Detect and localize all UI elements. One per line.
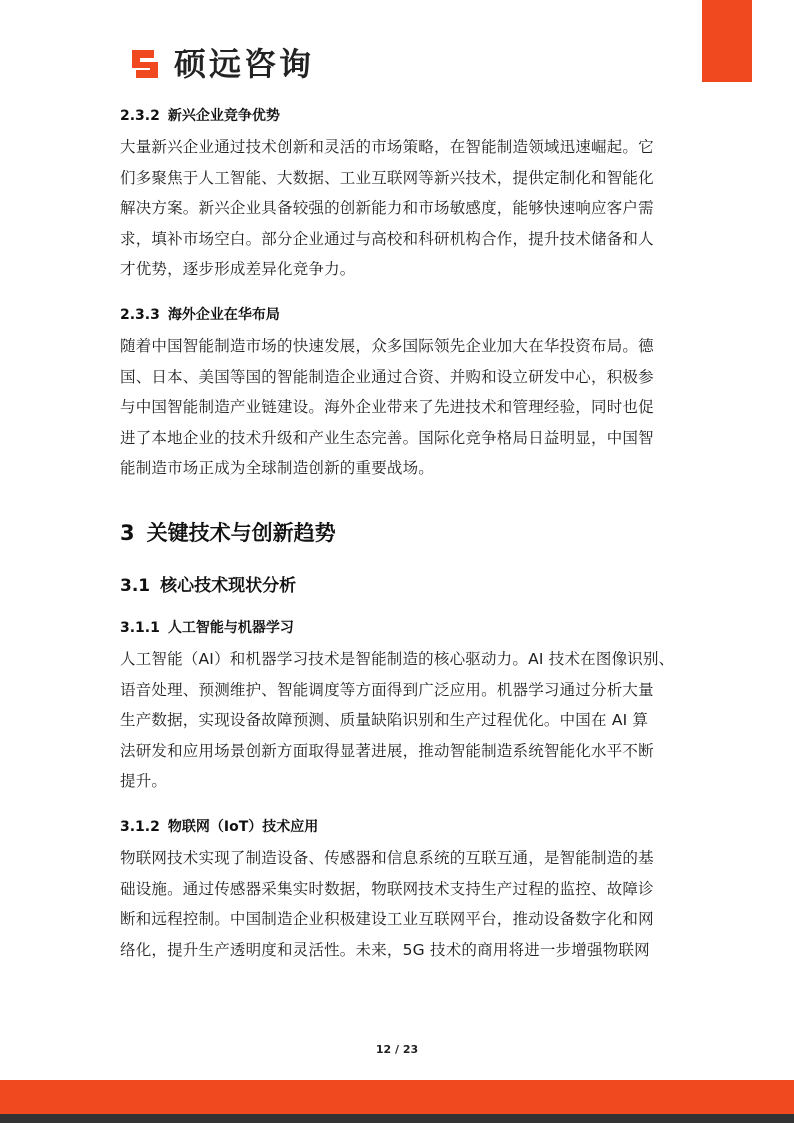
paragraph-line: 础设施。通过传感器采集实时数据，物联网技术支持生产过程的监控、故障诊 [120,879,654,898]
paragraph-line: 求，填补市场空白。部分企业通过与高校和科研机构合作，提升技术储备和人 [120,229,654,248]
section-body [120,843,680,965]
paragraph-line: 断和远程控制。中国制造企业积极建设工业互联网平台，推动设备数字化和网 [120,910,654,929]
section-3-1-1 [120,618,680,797]
chapter-title: 关键技术与创新趋势 [146,520,336,545]
paragraph-line: 提升。 [120,772,168,791]
paragraph-line: 法研发和应用场景创新方面取得显著进展，推动智能制造系统智能化水平不断 [120,741,654,760]
chapter-number: 3 [120,520,135,545]
paragraph-line: 生产数据，实现设备故障预测、质量缺陷识别和生产过程优化。中国在 AI 算 [120,711,649,730]
section-2-3-2 [120,106,680,285]
brand-mark-icon [128,46,164,82]
section-2-3-3 [120,305,680,484]
paragraph-line: 与中国智能制造产业链建设。海外企业带来了先进技术和管理经验，同时也促 [120,398,654,417]
section-heading-3-1: 3.1 核心技术现状分析 [120,575,297,596]
section-heading: 3.1.2 物联网（IoT）技术应用 [120,818,319,835]
footer-accent-bar [0,1080,794,1114]
footer-dark-bar [0,1114,794,1123]
paragraph-line: 能制造市场正成为全球制造创新的重要战场。 [120,459,435,478]
paragraph-line: 物联网技术实现了制造设备、传感器和信息系统的互联互通，是智能制造的基 [120,848,654,867]
section-heading: 2.3.3 海外企业在华布局 [120,306,280,323]
section-body [120,644,680,797]
paragraph-line: 语音处理、预测维护、智能调度等方面得到广泛应用。机器学习通过分析大量 [120,680,654,699]
paragraph-line: 国、日本、美国等国的智能制造企业通过合资、并购和设立研发中心，积极参 [120,367,654,386]
brand-logo [128,44,314,84]
paragraph-line: 才优势，逐步形成差异化竞争力。 [120,260,356,279]
page-content [120,100,680,965]
section-body [120,331,680,484]
brand-name: 硕远咨询 [174,45,315,83]
paragraph-line: 大量新兴企业通过技术创新和灵活的市场策略，在智能制造领域迅速崛起。它 [120,138,654,156]
paragraph-line: 们多聚焦于人工智能、大数据、工业互联网等新兴技术，提供定制化和智能化 [120,168,654,187]
header-accent-block [702,0,752,82]
section-3-1-2 [120,817,680,965]
paragraph-line: 解决方案。新兴企业具备较强的创新能力和市场敏感度，能够快速响应客户需 [120,199,654,218]
chapter-heading [120,518,680,548]
section-heading: 3.1.1 人工智能与机器学习 [120,619,294,636]
paragraph-line: 人工智能（AI）和机器学习技术是智能制造的核心驱动力。AI 技术在图像识别、 [120,649,675,668]
paragraph-line: 随着中国智能制造市场的快速发展，众多国际领先企业加大在华投资布局。德 [120,336,654,355]
paragraph-line: 进了本地企业的技术升级和产业生态完善。国际化竞争格局日益明显，中国智 [120,428,654,447]
paragraph-line: 络化，提升生产透明度和灵活性。未来，5G 技术的商用将进一步增强物联网 [120,940,650,959]
section-body [120,132,680,285]
page-number: 12 / 23 [375,1043,419,1056]
section-heading: 2.3.2 新兴企业竞争优势 [120,108,280,124]
